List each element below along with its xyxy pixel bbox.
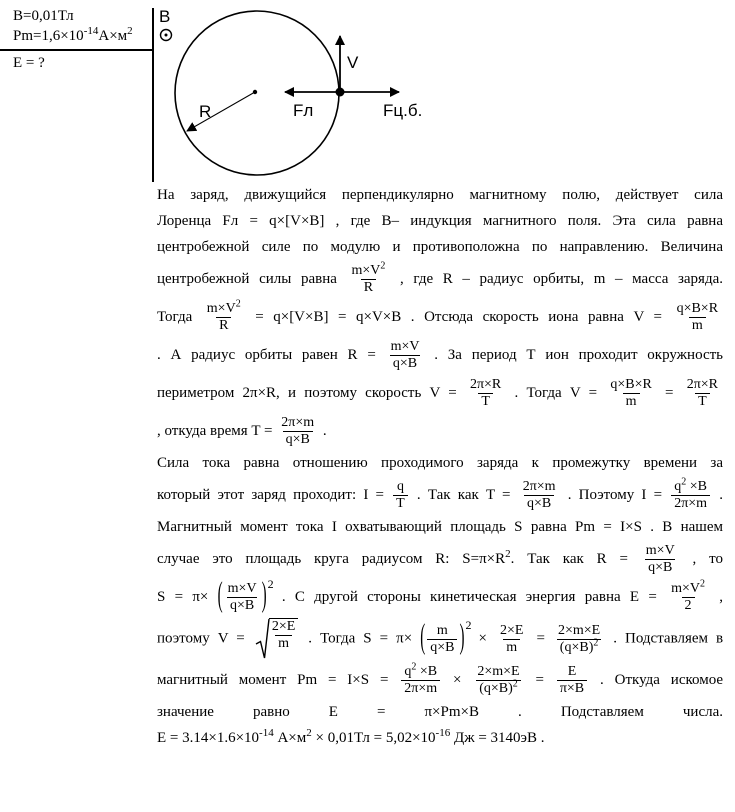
text-run: = xyxy=(665,384,674,401)
radius-label: R xyxy=(199,102,212,121)
solution-line xyxy=(157,414,723,449)
given-divider-line xyxy=(0,49,152,51)
superscript: 2 xyxy=(593,636,599,648)
given-data-block xyxy=(0,6,152,73)
orbit-circle xyxy=(175,11,339,175)
fraction: $\frac{m\times V}{q\times B}$ xyxy=(645,543,675,575)
text-run: значение равно E = π×Pm×B . Подставляем числа. xyxy=(157,704,723,720)
superscript: 2 xyxy=(700,578,705,590)
superscript: 2 xyxy=(306,727,312,739)
solution-line xyxy=(157,376,723,411)
text-run: , откуда время T = xyxy=(157,422,273,439)
text-run: = xyxy=(535,671,544,688)
solution-line xyxy=(157,210,723,233)
fraction: $\frac{m\times V}{q\times B}$ xyxy=(227,581,257,613)
solution-line xyxy=(157,516,723,539)
fraction: $\frac{m\times V^2}{R}$ xyxy=(206,298,241,333)
solution-text xyxy=(157,184,723,753)
fraction: $\frac{m}{q\times B}$ xyxy=(427,623,457,656)
text-run: периметром 2π×R, и поэтому скорость V = xyxy=(157,384,457,401)
text-run: $E = 3.14\times 1.6\times 10^{-14}$ $А\times м^2 \times 0,01Тл = 5,02\times 10^{-16}$ Дж = 3140эВ . xyxy=(157,727,545,746)
superscript: -14 xyxy=(83,25,99,37)
text-run: × xyxy=(453,671,462,688)
text-run: = q×[V×B] = q×V×B . Отсюда скорость иона равна V = xyxy=(255,308,663,325)
text-run: Магнитный момент тока I охватывающий площадь S равна Pm = I×S . В нашем xyxy=(157,519,723,535)
text-run: . С другой стороны кинетическая энергия равна E = xyxy=(281,588,657,605)
superscript: 2 xyxy=(127,25,133,37)
given-magnetic-moment: $Pm=1,6\times 10^{-14}А\times м^2$ xyxy=(13,25,133,44)
text-run: центробежной силе по модулю и противоположна по направлению. Величина xyxy=(157,239,723,255)
solution-line xyxy=(157,478,723,513)
orbit-diagram xyxy=(155,0,445,185)
fraction: $\frac{E}{\pi\times B}$ xyxy=(557,664,587,697)
text-run: магнитный момент Pm = I×S = xyxy=(157,671,389,688)
fraction: $\frac{2\times E}{m}$ xyxy=(499,622,524,655)
text-run: центробежной силы равна xyxy=(157,270,337,287)
superscript: 2 xyxy=(512,678,518,690)
fraction: $\frac{2\times m\times E}{(q\times B)^2}$ xyxy=(557,622,601,655)
fraction: $\frac{m\times V}{q\times B}$ xyxy=(390,339,420,371)
text-run: поэтому V = xyxy=(157,630,245,647)
solution-line xyxy=(157,542,723,577)
solution-line xyxy=(157,618,723,660)
fraction: $\frac{2\pi\times m}{q\times B}$ xyxy=(281,415,315,447)
solution-line xyxy=(157,452,723,475)
text-run: , то xyxy=(692,550,723,567)
text-run: , xyxy=(719,588,724,605)
solution-line xyxy=(157,663,723,698)
text-run: который этот заряд проходит: I = xyxy=(157,486,384,503)
field-out-of-page-icon xyxy=(161,30,172,41)
text-run: случае это площадь круга радиусом R: $S=\pi\times R^2$. Так как R = xyxy=(157,547,628,567)
parenthesized-fraction: ( $\frac{m}{q\times B}$ ) $^2$ xyxy=(420,618,472,657)
fraction: $\frac{q\times B\times R}{m}$ xyxy=(610,377,652,409)
square-root xyxy=(255,618,298,660)
text-run: × xyxy=(478,630,487,647)
radius-line xyxy=(187,92,255,131)
text-run: . Откуда искомое xyxy=(600,671,724,688)
fraction: $\frac{2\pi\times R}{T}$ xyxy=(686,377,719,409)
fraction: $\frac{q\times B\times R}{m}$ xyxy=(676,301,719,333)
text-run: Лоренца Fл = q×[V×B] , где B– индукция магнитного поля. Эта сила равна xyxy=(157,213,723,229)
text-run: . Подставляем в xyxy=(613,630,724,647)
fraction: $\frac{q^2 \times B}{2\pi\times m}$ xyxy=(401,664,440,697)
solution-line xyxy=(157,300,723,335)
solution-line xyxy=(157,576,724,615)
superscript: 2 xyxy=(411,661,417,673)
parenthesized-fraction: ( $\frac{m\times V}{q\times B}$ ) $^2$ xyxy=(217,576,274,615)
superscript: -14 xyxy=(259,727,274,739)
given-magnetic-field: B=0,01Тл xyxy=(13,8,74,24)
text-run: . Поэтому I = xyxy=(567,486,663,503)
text-run: . Тогда S = π× xyxy=(308,630,413,647)
superscript: 2 xyxy=(681,476,687,488)
superscript: 2 xyxy=(380,260,386,272)
field-direction-label: B xyxy=(159,7,171,26)
fraction: $\frac{2\times E}{m}$ xyxy=(271,619,296,651)
centrifugal-force-label: Fц.б. xyxy=(383,101,423,120)
given-vertical-divider xyxy=(152,8,154,182)
solution-line xyxy=(157,262,723,297)
text-run: Тогда xyxy=(157,308,193,325)
fraction: $\frac{q^2 \times B}{2\pi\times m}$ xyxy=(671,479,710,512)
superscript: 2 xyxy=(505,547,511,560)
fraction: $\frac{2\pi\times R}{T}$ xyxy=(469,377,502,409)
text-run: . За период Т ион проходит окружность xyxy=(434,346,724,363)
superscript: 2 xyxy=(235,298,241,310)
fraction: $\frac{2\times m\times E}{(q\times B)^2}$ xyxy=(477,664,520,696)
text-run: Сила тока равна отношению проходимого заряда к промежутку времени за xyxy=(157,455,723,471)
text-run: , где R – радиус орбиты, m – масса заряда. xyxy=(400,270,723,287)
text-run: . xyxy=(719,486,724,503)
text-run: . xyxy=(322,422,327,439)
lorentz-force-label: Fл xyxy=(293,101,314,120)
velocity-label: V xyxy=(347,53,359,72)
solution-line xyxy=(157,236,723,259)
fraction: $\frac{m\times V^2}{2}$ xyxy=(671,578,705,613)
solution-line xyxy=(157,727,723,750)
superscript: -16 xyxy=(435,727,451,739)
solution-line xyxy=(157,338,723,373)
text-run: . Тогда V = xyxy=(514,384,598,401)
text-run: = xyxy=(536,630,545,647)
text-run: . Так как T = xyxy=(416,486,511,503)
solution-line xyxy=(157,701,723,724)
text-run: На заряд, движущийся перпендикулярно магнитному полю, действует сила xyxy=(157,187,723,203)
fraction: $\frac{2\pi\times m}{q\times B}$ xyxy=(522,479,556,511)
fraction: $\frac{q}{T}$ xyxy=(393,479,408,512)
fraction: $\frac{m\times V^2}{R}$ xyxy=(351,260,386,295)
solution-line xyxy=(157,184,723,207)
given-question: E = ? xyxy=(13,55,45,71)
text-run: S = π× xyxy=(157,588,209,605)
text-run: . А радиус орбиты равен R = xyxy=(157,346,376,363)
